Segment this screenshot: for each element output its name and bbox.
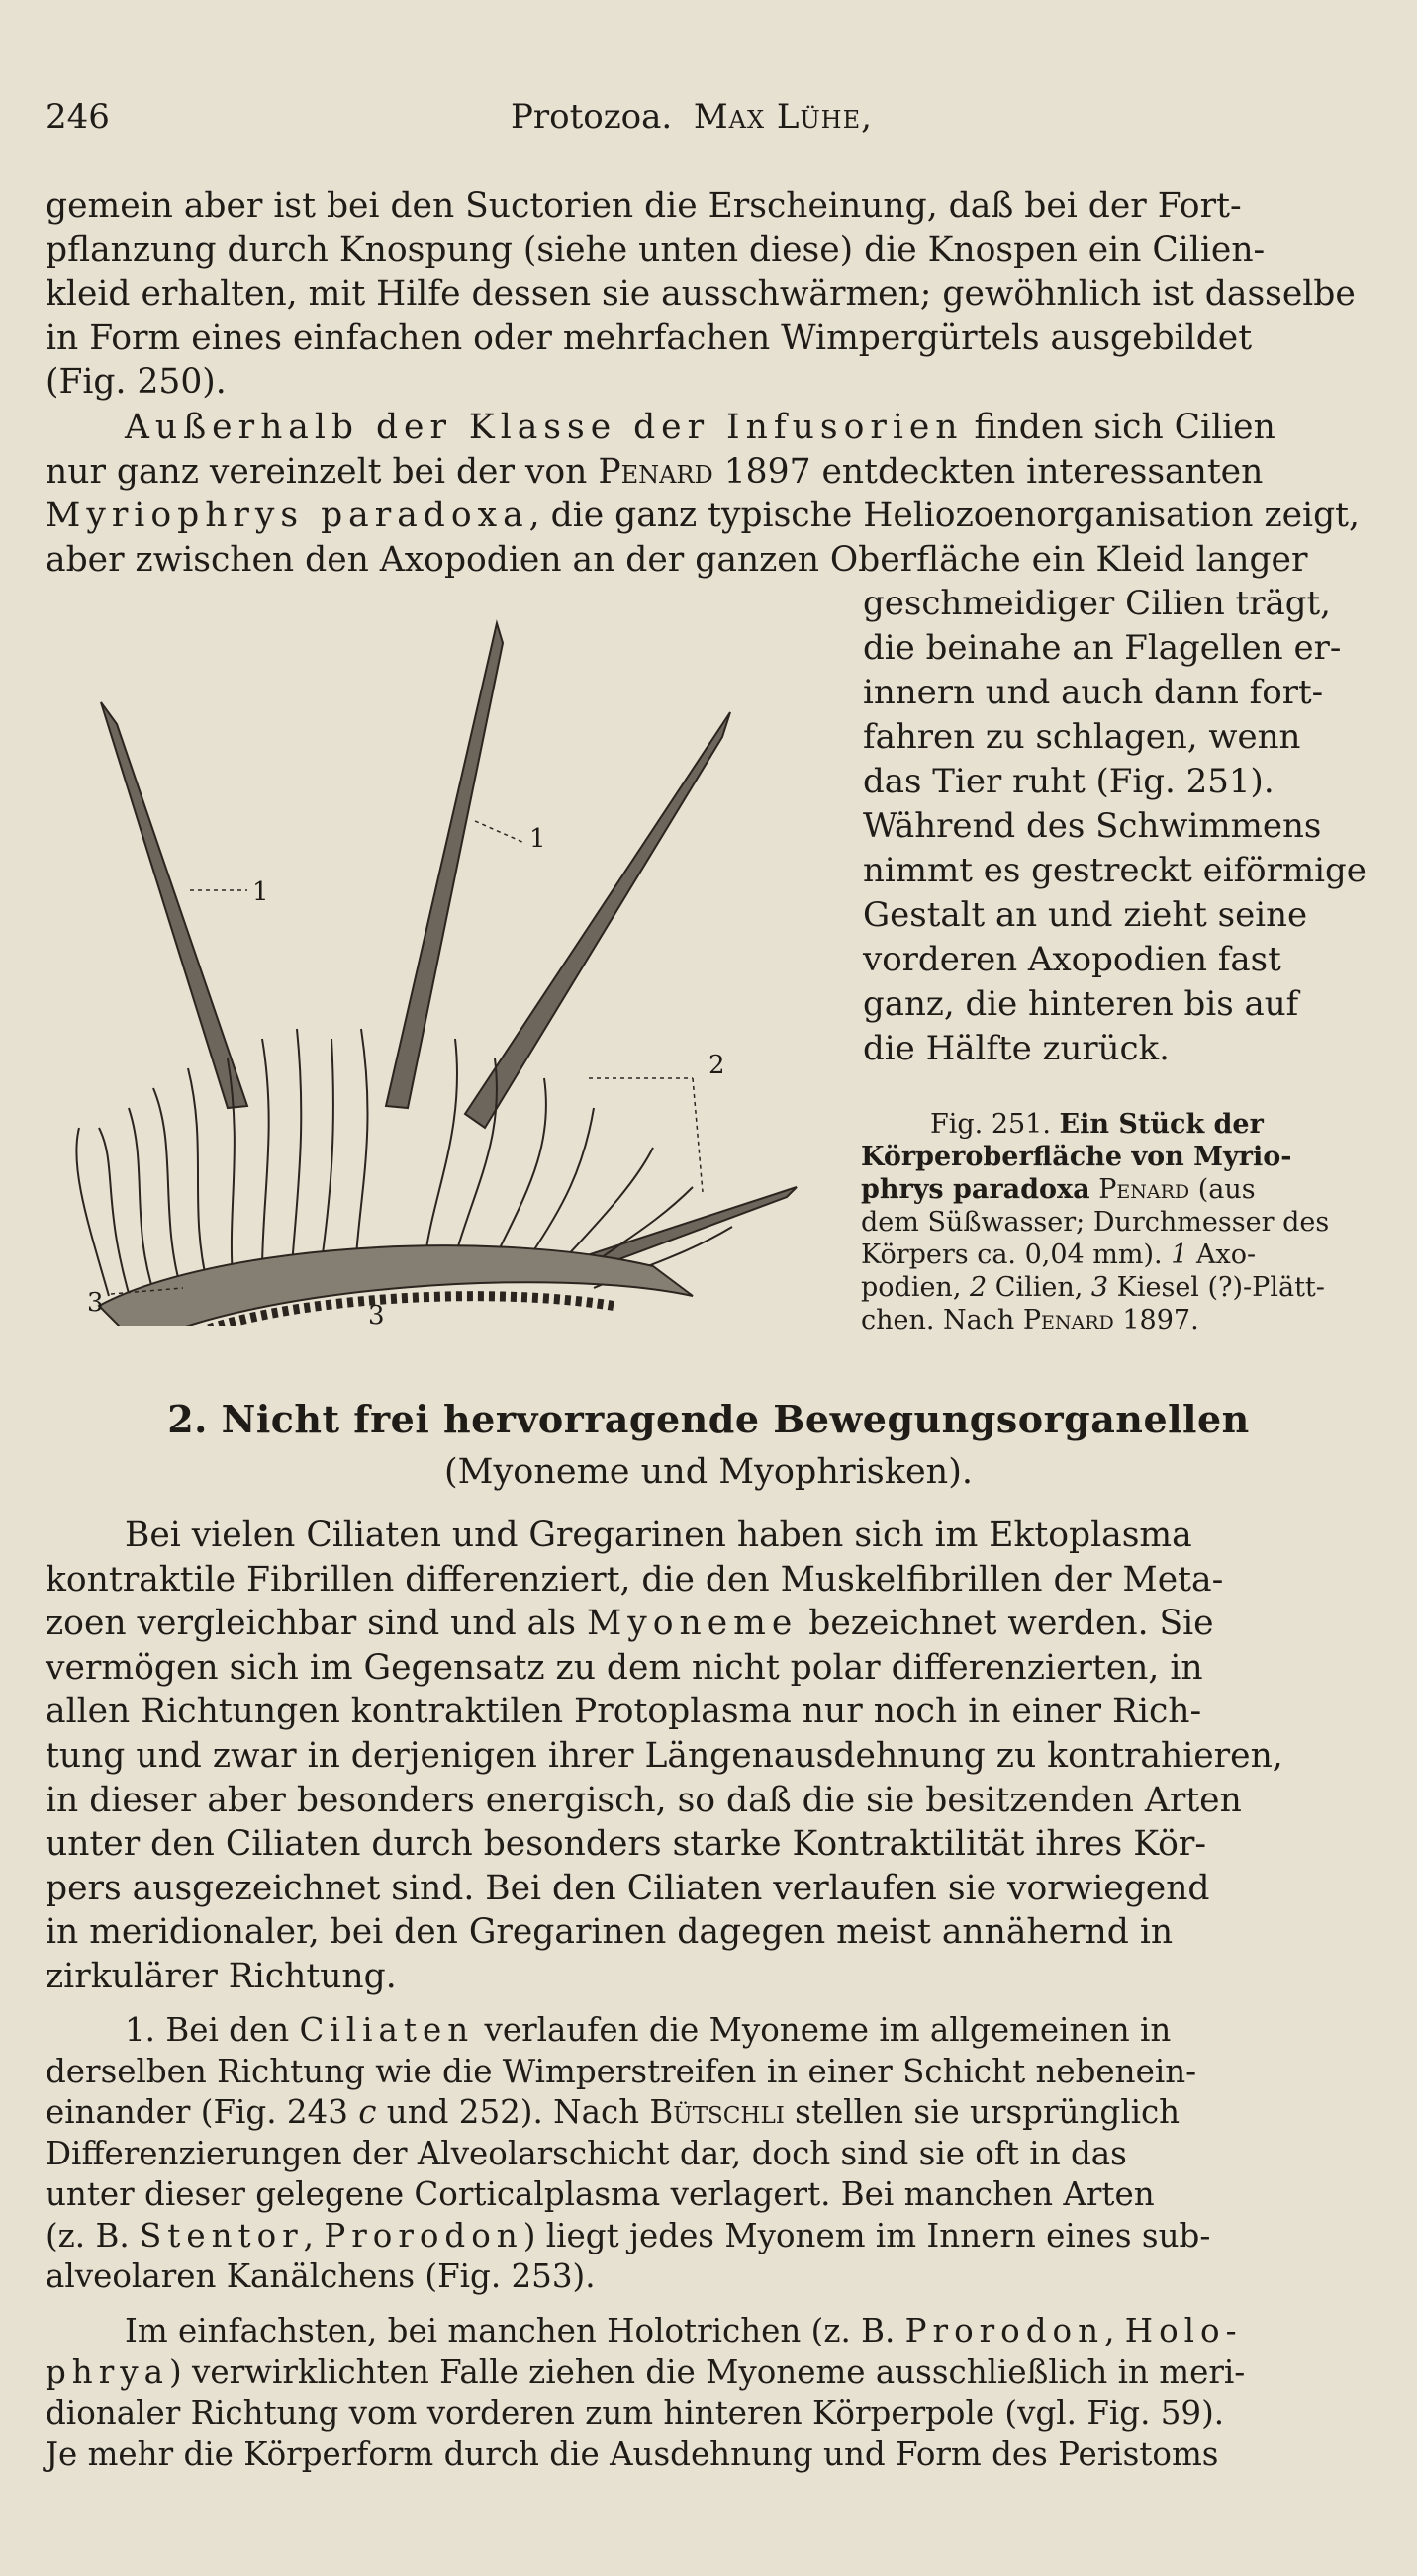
spaced-emphasis: Ciliaten <box>299 2011 475 2049</box>
section-title: 2. Nicht frei hervorragende Bewegungsorganellen <box>167 1397 1250 1441</box>
figure-wrap-text <box>863 582 1381 1071</box>
label-axopodia-left: 1 <box>252 877 269 907</box>
author-name: Bütschli <box>649 2093 785 2131</box>
text-line: derselben Richtung wie die Wimperstreifen in einer Schicht nebenein- <box>46 2052 1197 2090</box>
genus-name: Prorodon <box>324 2216 523 2254</box>
text-line: das Tier ruht (Fig. 251). <box>863 762 1275 801</box>
text-line: zirkulärer Richtung. <box>46 1956 397 1996</box>
caption-line: Körperoberfläche von Myrio- <box>861 1142 1292 1172</box>
holotrichen-paragraph <box>46 2311 1371 2475</box>
text-line: Bei vielen Ciliaten und Gregarinen haben sich im Ektoplasma <box>125 1516 1192 1555</box>
caption-line: phrys paradoxa Penard (aus <box>861 1174 1256 1205</box>
intro-paragraph <box>46 184 1371 405</box>
text-line: vorderen Axopodien fast <box>863 940 1281 979</box>
author-name: Penard <box>1098 1174 1190 1205</box>
running-header <box>46 97 1371 146</box>
genus-name: phrya <box>46 2352 170 2391</box>
figure-caption <box>861 1108 1379 1336</box>
label-axopodia-center: 1 <box>529 824 546 854</box>
ciliaten-paragraph <box>46 2010 1371 2298</box>
text-line: 1. Bei den Ciliaten verlaufen die Myoneme im allgemeinen in <box>125 2011 1172 2049</box>
text-line: tung und zwar in derjenigen ihrer Längenausdehnung zu kontrahieren, <box>46 1735 1283 1776</box>
spaced-emphasis: Myoneme <box>586 1604 799 1644</box>
text-line: zoen vergleichbar sind und als Myoneme bezeichnet werden. Sie <box>46 1604 1214 1644</box>
text-line: Im einfachsten, bei manchen Holotrichen (z. B. Prorodon, Holo- <box>125 2312 1243 2349</box>
text-line: allen Richtungen kontraktilen Protoplasma nur noch in einer Rich- <box>46 1692 1202 1732</box>
text-line: phrya) verwirklichten Falle ziehen die Myoneme ausschließlich in meri- <box>46 2352 1246 2391</box>
spaced-emphasis: Außerhalb der Klasse der Infusorien <box>125 408 964 447</box>
axopod-right <box>465 712 730 1128</box>
text-line: vermögen sich im Gegensatz zu dem nicht polar differenzierten, in <box>46 1647 1203 1688</box>
species-name: Myriophrys paradoxa <box>46 496 529 536</box>
axopod-center <box>386 623 503 1108</box>
text-line: gemein aber ist bei den Suctorien die Erscheinung, daß bei der Fort- <box>46 186 1242 226</box>
text-line: die beinahe an Flagellen er- <box>863 628 1342 668</box>
text-line: geschmeidiger Cilien trägt, <box>863 584 1331 623</box>
caption-line: Fig. 251. Ein Stück der <box>930 1109 1264 1140</box>
myriophrys-paragraph <box>46 406 1371 582</box>
figure-label: Fig. 251. <box>930 1109 1051 1140</box>
text-line: die Hälfte zurück. <box>863 1029 1170 1068</box>
author-name: Max Lühe, <box>693 97 873 137</box>
text-line: alveolaren Kanälchens (Fig. 253). <box>46 2257 596 2295</box>
section-subtitle: (Myoneme und Myophrisken). <box>444 1452 973 1492</box>
text-line: kontraktile Fibrillen differenziert, die den Muskelfibrillen der Meta- <box>46 1559 1224 1600</box>
caption-line: chen. Nach Penard 1897. <box>861 1305 1199 1335</box>
running-title: Protozoa. Max Lühe, <box>511 97 873 137</box>
text-line: Differenzierungen der Alveolarschicht dar, doch sind sie oft in das <box>46 2134 1127 2172</box>
text-line: nimmt es gestreckt eiförmige <box>863 851 1367 890</box>
text-line: nur ganz vereinzelt bei der von Penard 1897 entdeckten interessanten <box>46 451 1264 492</box>
page-number: 246 <box>46 97 110 137</box>
text-line: Myriophrys paradoxa, die ganz typische Heliozoenorganisation zeigt, <box>46 496 1360 536</box>
text-line: (z. B. Stentor, Prorodon) liegt jedes Myonem im Innern eines sub- <box>46 2216 1211 2254</box>
text-line: unter den Ciliaten durch besonders starke Kontraktilität ihres Kör- <box>46 1824 1206 1865</box>
text-line: Gestalt an und zieht seine <box>863 895 1308 935</box>
text-line: Außerhalb der Klasse der Infusorien finden sich Cilien <box>125 408 1275 447</box>
text-line: fahren zu schlagen, wenn <box>863 717 1301 757</box>
text-line: innern und auch dann fort- <box>863 673 1324 712</box>
axopodia <box>101 623 797 1276</box>
label-silica-bottom: 3 <box>368 1301 385 1326</box>
label-silica-left: 3 <box>87 1288 104 1318</box>
label-cilia: 2 <box>708 1051 725 1080</box>
text-line: aber zwischen den Axopodien an der ganzen Oberfläche ein Kleid langer <box>46 539 1308 580</box>
myoneme-paragraph <box>46 1514 1371 1999</box>
text-line: in dieser aber besonders energisch, so daß die sie besitzenden Arten <box>46 1780 1242 1820</box>
text-line: pflanzung durch Knospung (siehe unten diese) die Knospen ein Cilien- <box>46 230 1266 270</box>
text-line: kleid erhalten, mit Hilfe dessen sie ausschwärmen; gewöhnlich ist dasselbe <box>46 274 1356 315</box>
genus-name: Stentor <box>140 2216 304 2254</box>
author-name: Penard <box>1022 1305 1114 1335</box>
text-line: einander (Fig. 243 c und 252). Nach Bütschli stellen sie ursprünglich <box>46 2093 1181 2131</box>
text-line: in Form eines einfachen oder mehrfachen Wimpergürtels ausgebildet <box>46 318 1253 358</box>
genus-name: Holo- <box>1124 2312 1243 2349</box>
text-line: Während des Schwimmens <box>863 806 1322 846</box>
body-cortex <box>99 1245 693 1326</box>
genus-name: Prorodon <box>904 2312 1105 2349</box>
caption-line: podien, 2 Cilien, 3 Kiesel (?)-Plätt- <box>861 1272 1325 1303</box>
text-line: dionaler Richtung vom vorderen zum hinteren Körperpole (vgl. Fig. 59). <box>46 2394 1225 2432</box>
text-line: in meridionaler, bei den Gregarinen dagegen meist annähernd in <box>46 1912 1174 1953</box>
caption-line: Körpers ca. 0,04 mm). 1 Axo- <box>861 1240 1257 1270</box>
text-line: Je mehr die Körperform durch die Ausdehnung und Form des Peristoms <box>46 2435 1219 2473</box>
text-line: pers ausgezeichnet sind. Bei den Ciliaten verlaufen sie vorwiegend <box>46 1868 1210 1908</box>
text-line: unter dieser gelegene Corticalplasma verlagert. Bei manchen Arten <box>46 2175 1155 2213</box>
text-line: (Fig. 250). <box>46 362 227 403</box>
caption-line: dem Süßwasser; Durchmesser des <box>861 1207 1330 1238</box>
figure-251-illustration <box>59 613 821 1326</box>
author-name: Penard <box>598 451 713 492</box>
text-line: ganz, die hinteren bis auf <box>863 984 1299 1024</box>
axopod-left <box>101 702 247 1108</box>
